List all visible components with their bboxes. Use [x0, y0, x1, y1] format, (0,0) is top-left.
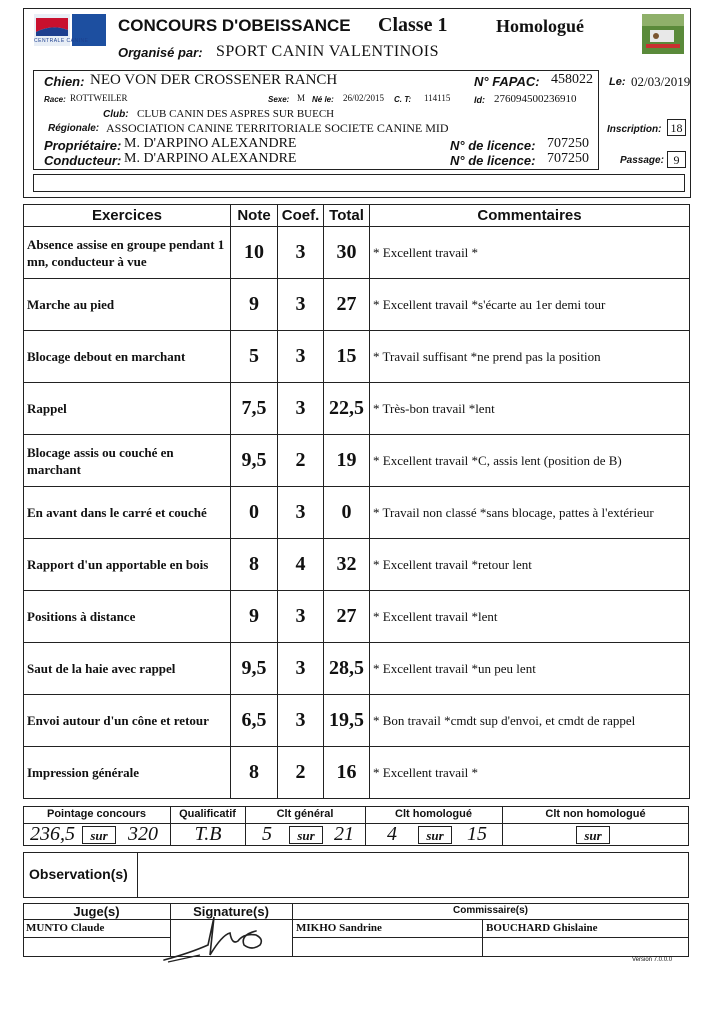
judge-signature: [160, 905, 280, 965]
table-row: [24, 695, 690, 747]
race-value: ROTTWEILER: [70, 93, 128, 103]
exercise-coef: 3: [278, 227, 324, 279]
qualificatif-label: Qualificatif: [179, 808, 236, 820]
exercise-name: Positions à distance: [24, 591, 231, 643]
exercise-total: 22,5: [324, 383, 370, 435]
club-label: Club:: [103, 109, 129, 120]
exercise-name: Impression générale: [24, 747, 231, 799]
exercise-comment: * Excellent travail *un peu lent: [370, 643, 690, 695]
exercise-note: 9: [231, 591, 278, 643]
pointage-sur-cell: [82, 826, 116, 844]
inscription-value: 18: [670, 121, 683, 135]
clt-homologue-total: 15: [467, 823, 487, 845]
table-header-row: [24, 205, 690, 227]
exercise-note: 9,5: [231, 435, 278, 487]
table-row: [24, 279, 690, 331]
organiser-name: SPORT CANIN VALENTINOIS: [216, 43, 440, 60]
conducteur-label: Conducteur:: [44, 153, 122, 168]
passage-value: 9: [673, 153, 680, 167]
centrale-canine-logo: [34, 14, 106, 46]
exercise-note: 10: [231, 227, 278, 279]
passage-box: [667, 151, 686, 168]
exercise-name: Rapport d'un apportable en bois: [24, 539, 231, 591]
exercise-coef: 4: [278, 539, 324, 591]
ct-label: C. T:: [394, 95, 412, 104]
clt-homologue-label: Clt homologué: [395, 808, 472, 820]
event-photo: [642, 14, 684, 54]
conducteur-licence-label: N° de licence:: [450, 153, 536, 168]
exercise-comment: * Excellent travail *retour lent: [370, 539, 690, 591]
exercise-total: 30: [324, 227, 370, 279]
sexe-label: Sexe:: [268, 95, 290, 104]
commissaire-1-name: MIKHO Sandrine: [296, 922, 382, 934]
exercise-comment: * Excellent travail *lent: [370, 591, 690, 643]
table-row: [24, 435, 690, 487]
header-commentaires: Commentaires: [370, 205, 690, 227]
exercise-comment: * Excellent travail *s'écarte au 1er demi tour: [370, 279, 690, 331]
exercise-note: 8: [231, 539, 278, 591]
table-row: [24, 539, 690, 591]
race-label: Race:: [44, 95, 66, 104]
id-label: Id:: [474, 95, 485, 105]
clt-general-total: 21: [334, 823, 354, 845]
exercise-coef: 3: [278, 487, 324, 539]
observations-divider: [137, 852, 138, 898]
exercise-name: Absence assise en groupe pendant 1 mn, conducteur à vue: [24, 227, 231, 279]
id-value: 276094500236910: [494, 93, 577, 105]
officials-divider-h2: [23, 937, 170, 938]
inscription-label: Inscription:: [607, 124, 662, 135]
exercise-comment: * Travail non classé *sans blocage, pattes à l'extérieur: [370, 487, 690, 539]
header-exercices: Exercices: [24, 205, 231, 227]
juges-label: Juge(s): [73, 904, 120, 919]
page-title: CONCOURS D'OBEISSANCE: [118, 16, 351, 35]
clt-homologue-sur-cell: [418, 826, 452, 844]
ct-value: 114115: [424, 93, 451, 103]
proprietaire-name: M. D'ARPINO ALEXANDRE: [124, 136, 297, 151]
exercise-total: 19,5: [324, 695, 370, 747]
fapac-number: 458022: [551, 72, 593, 87]
exercise-coef: 2: [278, 747, 324, 799]
exercise-comment: * Très-bon travail *lent: [370, 383, 690, 435]
sexe-value: M: [297, 93, 306, 103]
date-label: Le:: [609, 76, 626, 88]
table-row: [24, 747, 690, 799]
inscription-box: [667, 119, 686, 136]
dog-name: NEO VON DER CROSSENER RANCH: [90, 72, 338, 88]
exercise-total: 27: [324, 591, 370, 643]
conducteur-licence: 707250: [547, 151, 589, 166]
ne-value: 26/02/2015: [343, 93, 385, 103]
exercise-total: 19: [324, 435, 370, 487]
exercise-total: 28,5: [324, 643, 370, 695]
clt-general-label: Clt général: [276, 808, 334, 820]
pointage-label: Pointage concours: [46, 808, 147, 820]
exercise-comment: * Excellent travail *C, assis lent (position de B): [370, 435, 690, 487]
classe-label: Classe 1: [378, 14, 448, 36]
exercise-name: Rappel: [24, 383, 231, 435]
commissaire-label: Commissaire(s): [452, 905, 529, 916]
exercise-name: Marche au pied: [24, 279, 231, 331]
observations-label: Observation(s): [29, 866, 128, 882]
clt-general-sur-cell: [289, 826, 323, 844]
club-value: CLUB CANIN DES ASPRES SUR BUECH: [137, 108, 335, 120]
exercise-total: 32: [324, 539, 370, 591]
proprietaire-licence: 707250: [547, 136, 589, 151]
exercise-total: 27: [324, 279, 370, 331]
exercise-note: 0: [231, 487, 278, 539]
exercise-comment: * Excellent travail *: [370, 747, 690, 799]
officials-divider-h3: [292, 937, 689, 938]
header-total: Total: [324, 205, 370, 227]
exercise-total: 15: [324, 331, 370, 383]
exercise-name: Envoi autour d'un cône et retour: [24, 695, 231, 747]
proprietaire-label: Propriétaire:: [44, 138, 122, 153]
proprietaire-licence-label: N° de licence:: [450, 138, 536, 153]
exercise-note: 5: [231, 331, 278, 383]
exercise-comment: * Excellent travail *: [370, 227, 690, 279]
pointage-sur-text: sur: [90, 828, 108, 843]
date-value: 02/03/2019: [631, 74, 691, 89]
table-row: [24, 227, 690, 279]
exercise-coef: 3: [278, 591, 324, 643]
fapac-label: N° FAPAC:: [474, 74, 540, 89]
exercise-total: 16: [324, 747, 370, 799]
blank-remarks-field: [33, 174, 685, 192]
table-row: [24, 591, 690, 643]
qualificatif-value: T.B: [194, 823, 222, 845]
exercise-note: 7,5: [231, 383, 278, 435]
exercise-comment: * Travail suffisant *ne prend pas la position: [370, 331, 690, 383]
clt-general-sur-text: sur: [297, 828, 315, 843]
exercise-note: 6,5: [231, 695, 278, 747]
exercise-coef: 3: [278, 331, 324, 383]
clt-homologue-value: 4: [387, 823, 397, 845]
exercise-total: 0: [324, 487, 370, 539]
clt-non-homologue-sur-text: sur: [584, 828, 602, 843]
juge-name: MUNTO Claude: [26, 922, 105, 934]
table-row: [24, 487, 690, 539]
exercise-coef: 3: [278, 695, 324, 747]
ne-label: Né le:: [312, 95, 334, 104]
exercises-table: [23, 204, 690, 799]
pointage-max: 320: [128, 823, 158, 845]
exercise-name: Saut de la haie avec rappel: [24, 643, 231, 695]
organise-label: Organisé par:: [118, 45, 203, 60]
logo-text: CENTRALE CANINE: [34, 38, 89, 44]
exercise-name: En avant dans le carré et couché: [24, 487, 231, 539]
regionale-value: ASSOCIATION CANINE TERRITORIALE SOCIETE CANINE MID: [106, 121, 449, 135]
homologue-status: Homologué: [496, 16, 584, 36]
officials-divider-h: [23, 919, 689, 920]
header-note: Note: [231, 205, 278, 227]
exercise-comment: * Bon travail *cmdt sup d'envoi, et cmdt de rappel: [370, 695, 690, 747]
table-row: [24, 643, 690, 695]
clt-non-homologue-label: Clt non homologué: [545, 808, 646, 820]
exercise-note: 9,5: [231, 643, 278, 695]
conducteur-name: M. D'ARPINO ALEXANDRE: [124, 151, 297, 166]
exercise-name: Blocage debout en marchant: [24, 331, 231, 383]
table-row: [24, 331, 690, 383]
header-coef: Coef.: [278, 205, 324, 227]
commissaire-2-name: BOUCHARD Ghislaine: [486, 922, 598, 934]
signature-label: Signature(s): [193, 904, 269, 919]
regionale-label: Régionale:: [48, 123, 100, 134]
officials-divider-v3: [482, 919, 483, 957]
exercise-coef: 3: [278, 383, 324, 435]
table-row: [24, 383, 690, 435]
exercise-note: 9: [231, 279, 278, 331]
pointage-value: 236,5: [30, 823, 75, 845]
exercise-coef: 2: [278, 435, 324, 487]
clt-general-value: 5: [262, 823, 272, 845]
clt-non-homologue-sur-cell: [576, 826, 610, 844]
exercise-coef: 3: [278, 643, 324, 695]
chien-label: Chien:: [44, 74, 85, 89]
version-label: Version 7.0.0.0: [632, 957, 673, 963]
exercise-coef: 3: [278, 279, 324, 331]
exercise-note: 8: [231, 747, 278, 799]
clt-homologue-sur-text: sur: [426, 828, 444, 843]
passage-label: Passage:: [620, 155, 664, 166]
exercise-name: Blocage assis ou couché en marchant: [24, 435, 231, 487]
